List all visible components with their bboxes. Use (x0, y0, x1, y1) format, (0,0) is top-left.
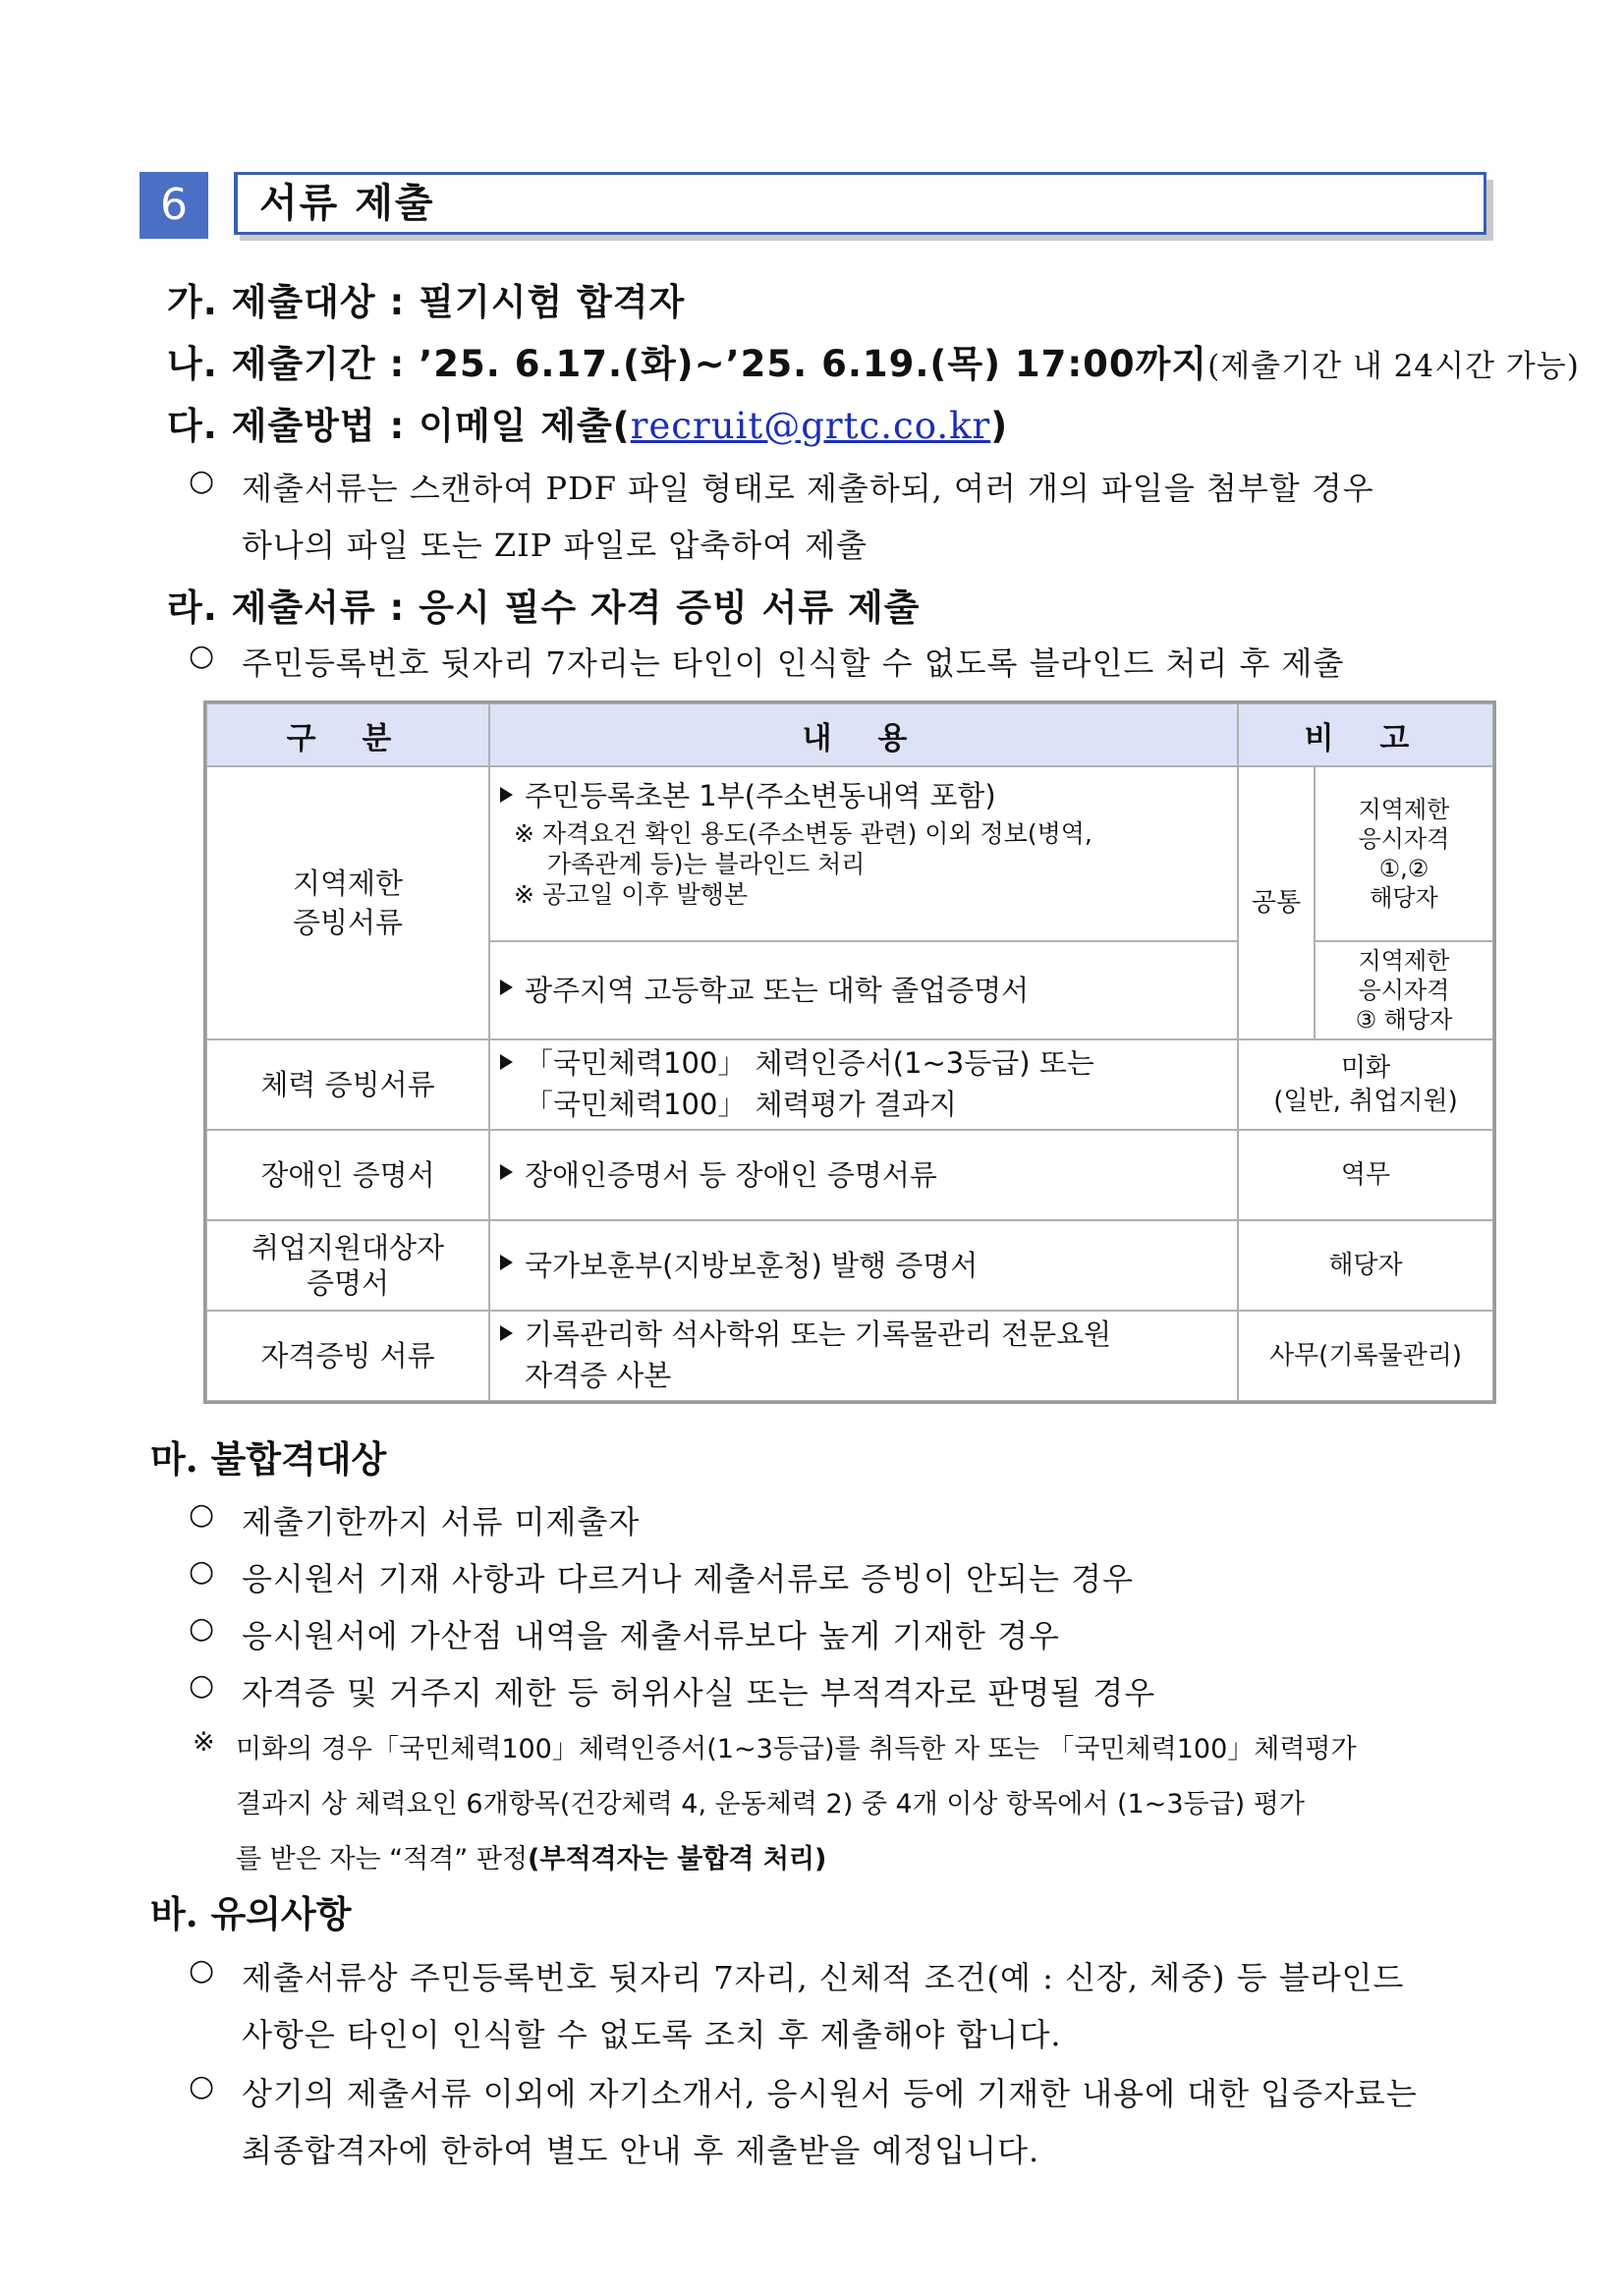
fail-note-line1: 미화의 경우「국민체력100」체력인증서(1~3등급)를 취득한 자 또는 「국민체력100」체력평가 (236, 1734, 1357, 1764)
table-cell-remark: 역무 (1238, 1130, 1493, 1220)
row-label-line: 지역제한 (292, 867, 404, 900)
item-documents: 라. 제출서류 : 응시 필수 자격 증빙 서류 제출 (167, 587, 921, 629)
section-number: 6 (140, 172, 208, 239)
row-label-line: 취업지원대상자 (251, 1231, 445, 1264)
table-header-category: 구 분 (206, 703, 489, 766)
bullet-circle: ○ (189, 2069, 215, 2103)
content-text: 국가보훈부(지방보훈청) 발행 증명서 (525, 1249, 979, 1282)
content-note: ※ 공고일 이후 발행본 (514, 880, 748, 909)
fail-item: 자격증 및 거주지 제한 등 허위사실 또는 부적격자로 판명될 경우 (242, 1674, 1156, 1711)
item-target: 가. 제출대상 : 필기시험 합격자 (167, 281, 686, 323)
fail-note-bold: (부적격자는 불합격 처리) (528, 1844, 827, 1875)
content-line (500, 775, 1237, 816)
remark-line: 응시자격 (1358, 977, 1450, 1004)
table-cell-common: 공통 (1238, 766, 1315, 1039)
content-text: 광주지역 고등학교 또는 대학 졸업증명서 (525, 974, 1030, 1007)
remark-line: 미화 (1340, 1053, 1391, 1083)
triangle-bullet-icon (500, 980, 513, 995)
section-title: 서류 제출 (259, 181, 435, 226)
remark-line: 지역제한 (1358, 947, 1450, 975)
table-cell-remark (1315, 941, 1493, 1039)
fail-item: 응시원서 기재 사항과 다르거나 제출서류로 증빙이 안되는 경우 (242, 1560, 1134, 1597)
method-note-line2: 하나의 파일 또는 ZIP 파일로 압축하여 제출 (242, 527, 868, 564)
method-note-line1: 제출서류는 스캔하여 PDF 파일 형태로 제출하되, 여러 개의 파일을 첨부할 경우 (242, 470, 1374, 507)
content-text: 주민등록초본 1부(주소변동내역 포함) (525, 779, 996, 812)
fail-note-line3 (236, 1837, 826, 1876)
bullet-circle: ○ (189, 1554, 215, 1589)
table-cell-content (489, 766, 1238, 941)
caution-item-line2: 최종합격자에 한하여 별도 안내 후 제출받을 예정입니다. (242, 2132, 1040, 2169)
documents-note: 주민등록번호 뒷자리 7자리는 타인이 인식할 수 없도록 블라인드 처리 후 제출 (242, 644, 1345, 682)
row-label-line: 증빙서류 (292, 906, 404, 939)
content-line: 「국민체력100」 체력평가 결과지 (525, 1088, 957, 1121)
bullet-circle: ○ (189, 1668, 215, 1703)
remark-line: 해당자 (1370, 884, 1438, 912)
fail-note-line2: 결과지 상 체력요인 6개항목(건강체력 4, 운동체력 2) 중 4개 이상 항목에서 (1~3등급) 평가 (236, 1789, 1305, 1820)
item-method (167, 396, 1008, 449)
table-row-label: 체력 증빙서류 (206, 1039, 489, 1130)
table-header-content: 내 용 (489, 703, 1238, 766)
triangle-bullet-icon (500, 1255, 513, 1270)
row-label-line: 증명서 (306, 1266, 390, 1300)
documents-table (203, 700, 1496, 1404)
table-cell-content (489, 1039, 1238, 1130)
bullet-circle: ○ (189, 1497, 215, 1532)
item-period-note: (제출기간 내 24시간 가능) (1207, 349, 1580, 384)
item-period-label: 나. 제출기간 : ’25. 6.17.(화)~’25. 6.19.(목) 17:00까지 (167, 343, 1208, 385)
item-method-label: 다. 제출방법 : 이메일 제출( (167, 405, 631, 447)
bullet-circle: ○ (189, 464, 215, 498)
table-cell-remark (1238, 1039, 1493, 1130)
table-row-label: 자격증빙 서류 (206, 1311, 489, 1401)
content-note: ※ 자격요건 확인 용도(주소변동 관련) 이외 정보(병역, (514, 819, 1092, 848)
section-title-box (234, 172, 1486, 235)
table-cell-remark: 사무(기록물관리) (1238, 1311, 1493, 1401)
fail-heading: 마. 불합격대상 (150, 1437, 387, 1481)
caution-heading: 바. 유의사항 (150, 1892, 352, 1935)
table-header-remark: 비 고 (1238, 703, 1493, 766)
bullet-circle: ○ (189, 1611, 215, 1646)
remark-line: ③ 해당자 (1355, 1006, 1453, 1034)
triangle-bullet-icon (500, 1164, 513, 1180)
table-cell-remark: 해당자 (1238, 1220, 1493, 1311)
note-mark: ※ (193, 1727, 215, 1758)
caution-item-line1: 제출서류상 주민등록번호 뒷자리 7자리, 신체적 조건(예 : 신장, 체중) 등 블라인드 (242, 1959, 1405, 1996)
bullet-circle: ○ (189, 1953, 215, 1988)
table-row-label (206, 766, 489, 1039)
remark-line: 응시자격 (1358, 825, 1450, 853)
content-line (500, 1314, 1237, 1355)
table-cell-content (489, 1311, 1238, 1401)
table-cell-content (489, 941, 1238, 1039)
fail-item: 제출기한까지 서류 미제출자 (242, 1503, 641, 1540)
email-link[interactable]: recruit@grtc.co.kr (630, 405, 991, 447)
caution-item-line1: 상기의 제출서류 이외에 자기소개서, 응시원서 등에 기재한 내용에 대한 입증자료는 (242, 2075, 1418, 2112)
table-cell-content (489, 1220, 1238, 1311)
remark-line: (일반, 취업지원) (1273, 1087, 1458, 1116)
fail-item: 응시원서에 가산점 내역을 제출서류보다 높게 기재한 경우 (242, 1617, 1060, 1654)
fail-note-text: 를 받은 자는 “적격” 판정 (236, 1844, 529, 1875)
table-cell-remark (1315, 766, 1493, 941)
content-text: 「국민체력100」 체력인증서(1~3등급) 또는 (525, 1046, 1094, 1080)
item-method-close: ) (990, 405, 1009, 447)
content-line (500, 1042, 1237, 1084)
remark-line: 지역제한 (1358, 796, 1450, 823)
content-note: 가족관계 등)는 블라인드 처리 (547, 850, 866, 878)
content-line: 자격증 사본 (525, 1359, 672, 1392)
content-text: 장애인증명서 등 장애인 증명서류 (525, 1158, 937, 1192)
item-period (167, 334, 1580, 387)
table-cell-content (489, 1130, 1238, 1220)
caution-item-line2: 사항은 타인이 인식할 수 없도록 조치 후 제출해야 합니다. (242, 2016, 1062, 2053)
remark-line: ①,② (1378, 855, 1429, 882)
content-text: 기록관리학 석사학위 또는 기록물관리 전문요원 (525, 1317, 1112, 1351)
table-row-label: 장애인 증명서 (206, 1130, 489, 1220)
triangle-bullet-icon (500, 787, 513, 803)
triangle-bullet-icon (500, 1325, 513, 1341)
bullet-circle: ○ (189, 639, 215, 673)
table-row-label (206, 1220, 489, 1311)
triangle-bullet-icon (500, 1054, 513, 1070)
